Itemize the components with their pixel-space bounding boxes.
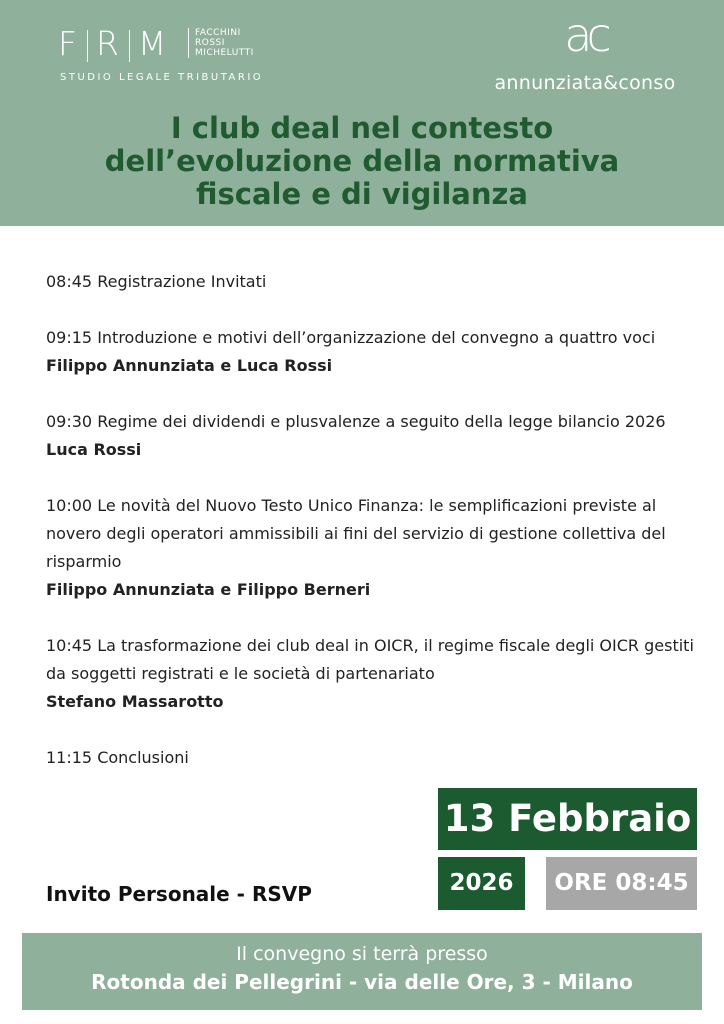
agenda-item-text: 09:15 Introduzione e motivi dell’organizzazione del convegno a quattro voci bbox=[46, 328, 656, 347]
agenda-item bbox=[46, 632, 696, 716]
agenda-list bbox=[46, 268, 696, 772]
venue-footer bbox=[22, 933, 702, 1010]
frm-name-3: MICHELUTTI bbox=[195, 48, 254, 58]
agenda-item-text: 11:15 Conclusioni bbox=[46, 748, 189, 767]
agenda-item bbox=[46, 492, 696, 604]
agenda-item bbox=[46, 744, 696, 772]
event-title bbox=[0, 112, 724, 211]
frm-subtitle: STUDIO LEGALE TRIBUTARIO bbox=[60, 72, 264, 83]
frm-letter-f: F bbox=[58, 24, 79, 63]
agenda-item bbox=[46, 268, 696, 296]
ac-logo bbox=[470, 10, 700, 94]
ac-firm-name: annunziata&conso bbox=[494, 72, 676, 94]
frm-divider bbox=[87, 30, 88, 62]
event-time-badge: ORE 08:45 bbox=[546, 857, 697, 910]
agenda-item bbox=[46, 408, 696, 464]
frm-letters bbox=[58, 26, 168, 62]
title-line-3: fiscale e di vigilanza bbox=[196, 177, 528, 211]
event-year-badge: 2026 bbox=[438, 857, 525, 910]
agenda-item-speaker: Filippo Annunziata e Filippo Berneri bbox=[46, 580, 371, 599]
frm-letter-m: M bbox=[137, 24, 169, 63]
agenda-item-speaker: Luca Rossi bbox=[46, 440, 142, 459]
frm-name-2: ROSSI bbox=[195, 38, 225, 48]
venue-address: Rotonda dei Pellegrini - via delle Ore, 3 - Milano bbox=[91, 970, 633, 994]
ac-monogram: ac bbox=[564, 8, 606, 62]
agenda-item-text: 09:30 Regime dei dividendi e plusvalenze a seguito della legge bilancio 2026 bbox=[46, 412, 666, 431]
frm-letter-r: R bbox=[95, 24, 121, 63]
frm-name-1: FACCHINI bbox=[195, 28, 241, 38]
header-banner bbox=[0, 0, 724, 226]
title-line-1: I club deal nel contesto bbox=[170, 111, 554, 145]
agenda-item-text: 10:45 La trasformazione dei club deal in OICR, il regime fiscale degli OICR gestiti da soggetti registrati e le società di partenariato bbox=[46, 636, 694, 683]
frm-divider bbox=[129, 30, 130, 62]
title-line-2: dell’evoluzione della normativa bbox=[104, 144, 620, 178]
agenda-item-text: 10:00 Le novità del Nuovo Testo Unico Finanza: le semplificazioni previste al novero degli operatori ammissibili ai fini del servizio di gestione collettiva del risparmio bbox=[46, 496, 666, 571]
agenda-item-speaker: Stefano Massarotto bbox=[46, 692, 224, 711]
event-date-badge: 13 Febbraio bbox=[438, 788, 697, 850]
rsvp-label: Invito Personale - RSVP bbox=[46, 882, 312, 906]
agenda-item bbox=[46, 324, 696, 380]
frm-partner-names bbox=[188, 28, 254, 58]
agenda-item-speaker: Filippo Annunziata e Luca Rossi bbox=[46, 356, 333, 375]
agenda-item-text: 08:45 Registrazione Invitati bbox=[46, 272, 267, 291]
venue-intro: Il convegno si terrà presso bbox=[236, 943, 488, 965]
